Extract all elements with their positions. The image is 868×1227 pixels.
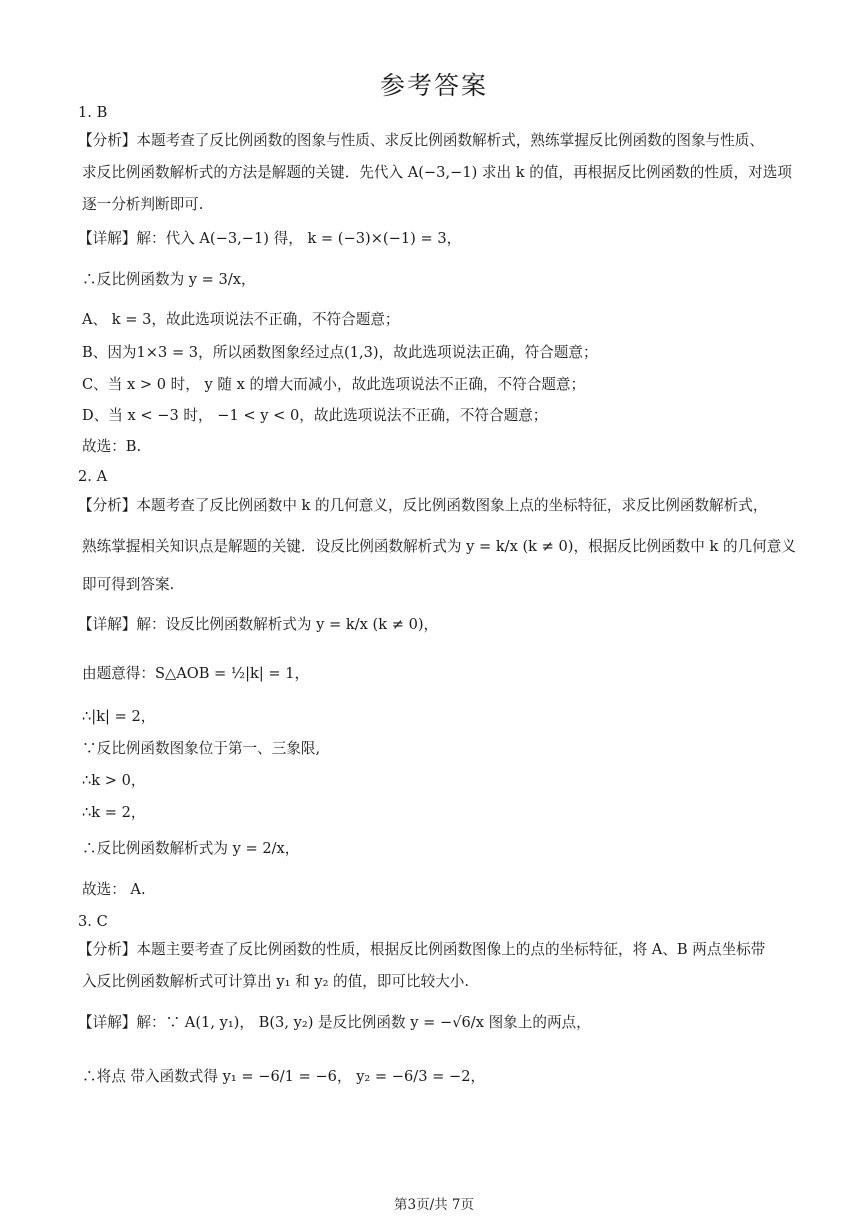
text-line: 熟练掌握相关知识点是解题的关键．设反比例函数解析式为 y = k/x (k ≠ 0)，根据反比例函数中 k 的几何意义 <box>82 538 796 555</box>
text-line: B、因为1×3 = 3，所以函数图象经过点(1,3)，故此选项说法正确，符合题意； <box>82 344 598 361</box>
text-line: 逐一分析判断即可. <box>82 196 204 213</box>
text-line: 1. B <box>78 104 108 121</box>
page-title: 参考答案 <box>379 71 488 100</box>
text-line: 故选：B. <box>82 438 142 455</box>
text-line: 【详解】解：设反比例函数解析式为 y = k/x (k ≠ 0)， <box>78 616 439 633</box>
text-line: 即可得到答案. <box>82 576 175 593</box>
text-line: ∵反比例函数图象位于第一、三象限, <box>82 740 321 757</box>
text-line: 求反比例函数解析式的方法是解题的关键．先代入 A(−3,−1) 求出 k 的值，再根据反比例函数的性质，对选项 <box>82 164 792 181</box>
text-line: D、当 x < −3 时， −1 < y < 0，故此选项说法不正确，不符合题意； <box>82 407 548 424</box>
text-line: ∴反比例函数为 y = 3/x， <box>82 271 256 288</box>
text-line: ∴反比例函数解析式为 y = 2/x， <box>82 840 300 857</box>
text-line: 【分析】本题主要考查了反比例函数的性质，根据反比例函数图像上的点的坐标特征，将 A、B 两点坐标带 <box>78 941 766 958</box>
text-line: 入反比例函数解析式可计算出 y₁ 和 y₂ 的值，即可比较大小. <box>82 973 470 990</box>
text-line: 【分析】本题考查了反比例函数中 k 的几何意义，反比例函数图象上点的坐标特征，求反比例函数解析式， <box>78 497 768 514</box>
text-line: 【详解】解：∵ A(1, y₁)， B(3, y₂) 是反比例函数 y = −√6/x 图象上的两点， <box>78 1014 591 1031</box>
text-line: 【分析】本题考查了反比例函数的图象与性质、求反比例函数解析式，熟练掌握反比例函数的图象与性质、 <box>78 132 764 149</box>
text-line: 故选： A. <box>82 881 146 898</box>
text-line: ∴将点 带入函数式得 y₁ = −6/1 = −6， y₂ = −6/3 = −2， <box>82 1068 486 1085</box>
page-footer: 第3页/共 7页 <box>393 1197 475 1213</box>
text-line: ∴|k| = 2， <box>82 708 156 725</box>
text-line: 【详解】解：代入 A(−3,−1) 得， k = (−3)×(−1) = 3， <box>78 230 462 247</box>
text-line: 由题意得：S△AOB = ½|k| = 1， <box>82 665 310 682</box>
text-line: ∴k > 0， <box>82 772 146 789</box>
text-line: 2. A <box>78 468 108 485</box>
text-line: ∴k = 2， <box>82 804 146 821</box>
text-line: C、当 x > 0 时， y 随 x 的增大而减小，故此选项说法不正确，不符合题意； <box>82 376 586 393</box>
text-line: 3. C <box>78 913 108 930</box>
text-line: A、 k = 3，故此选项说法不正确，不符合题意； <box>82 311 400 328</box>
